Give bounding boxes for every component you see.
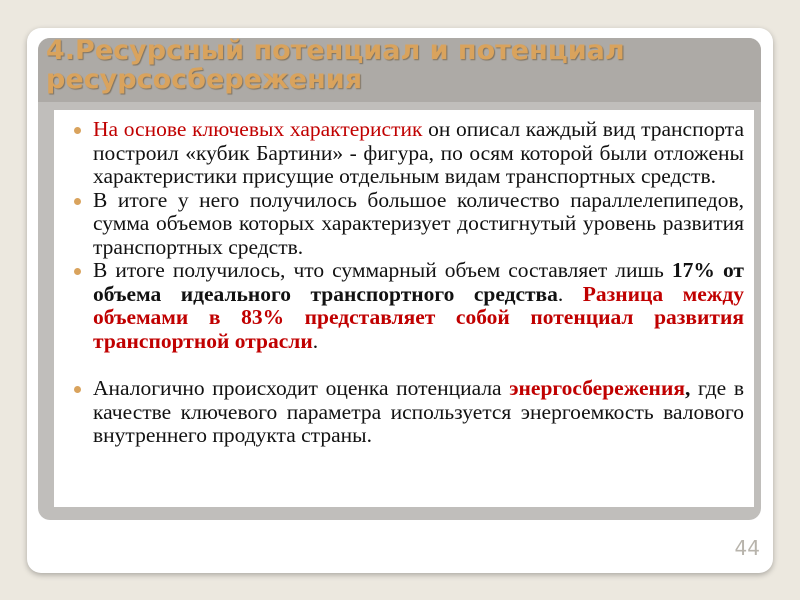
text-box <box>54 110 754 507</box>
bullet-item <box>62 118 744 189</box>
bullet-text-bold-red: Разница между объемами в 83% представляет собой потенциал развития транспортной отрасли <box>93 281 745 353</box>
bullet-text-bold: , <box>684 376 691 400</box>
slide-title: 4.Ресурсный потенциал и потенциал ресурсосбережения <box>46 35 625 95</box>
bullet-item <box>62 189 744 260</box>
bullet-text: где в качестве ключевого параметра используется энергоемкость валового внутреннего продукта страны. <box>93 376 744 447</box>
bullet-text: . <box>312 328 319 353</box>
bullet-list <box>54 110 754 448</box>
bullet-text-bold-red: энергосбережения <box>509 376 685 400</box>
bullet-text-bold: 17% от объема идеального транспортного средства <box>93 258 744 306</box>
bullet-dot-icon <box>74 127 81 134</box>
bullet-dot-icon <box>74 268 81 275</box>
bullet-text: он описал каждый вид транспорта построил «кубик Бартини» - фигура, по осям которой были отложены характеристики присущие отдельным видам транспортных средств. <box>93 117 745 188</box>
bullet-text: В итоге у него получилось большое количество параллелепипедов, сумма объемов которых характеризует достигнутый уровень развития транспортных средств. <box>93 187 744 259</box>
bullet-text: Аналогично происходит оценка потенциала <box>93 376 510 400</box>
bullet-item <box>62 377 744 448</box>
page-number: 44 <box>734 536 760 560</box>
bullet-text-highlight: На основе ключевых характеристик <box>93 117 423 141</box>
bullet-text: . <box>557 281 583 306</box>
bullet-dot-icon <box>74 198 81 205</box>
spacer <box>62 353 744 377</box>
bullet-text: В итоге получилось, что суммарный объем составляет лишь <box>93 258 672 282</box>
bullet-dot-icon <box>74 386 81 393</box>
bullet-item <box>62 259 744 353</box>
